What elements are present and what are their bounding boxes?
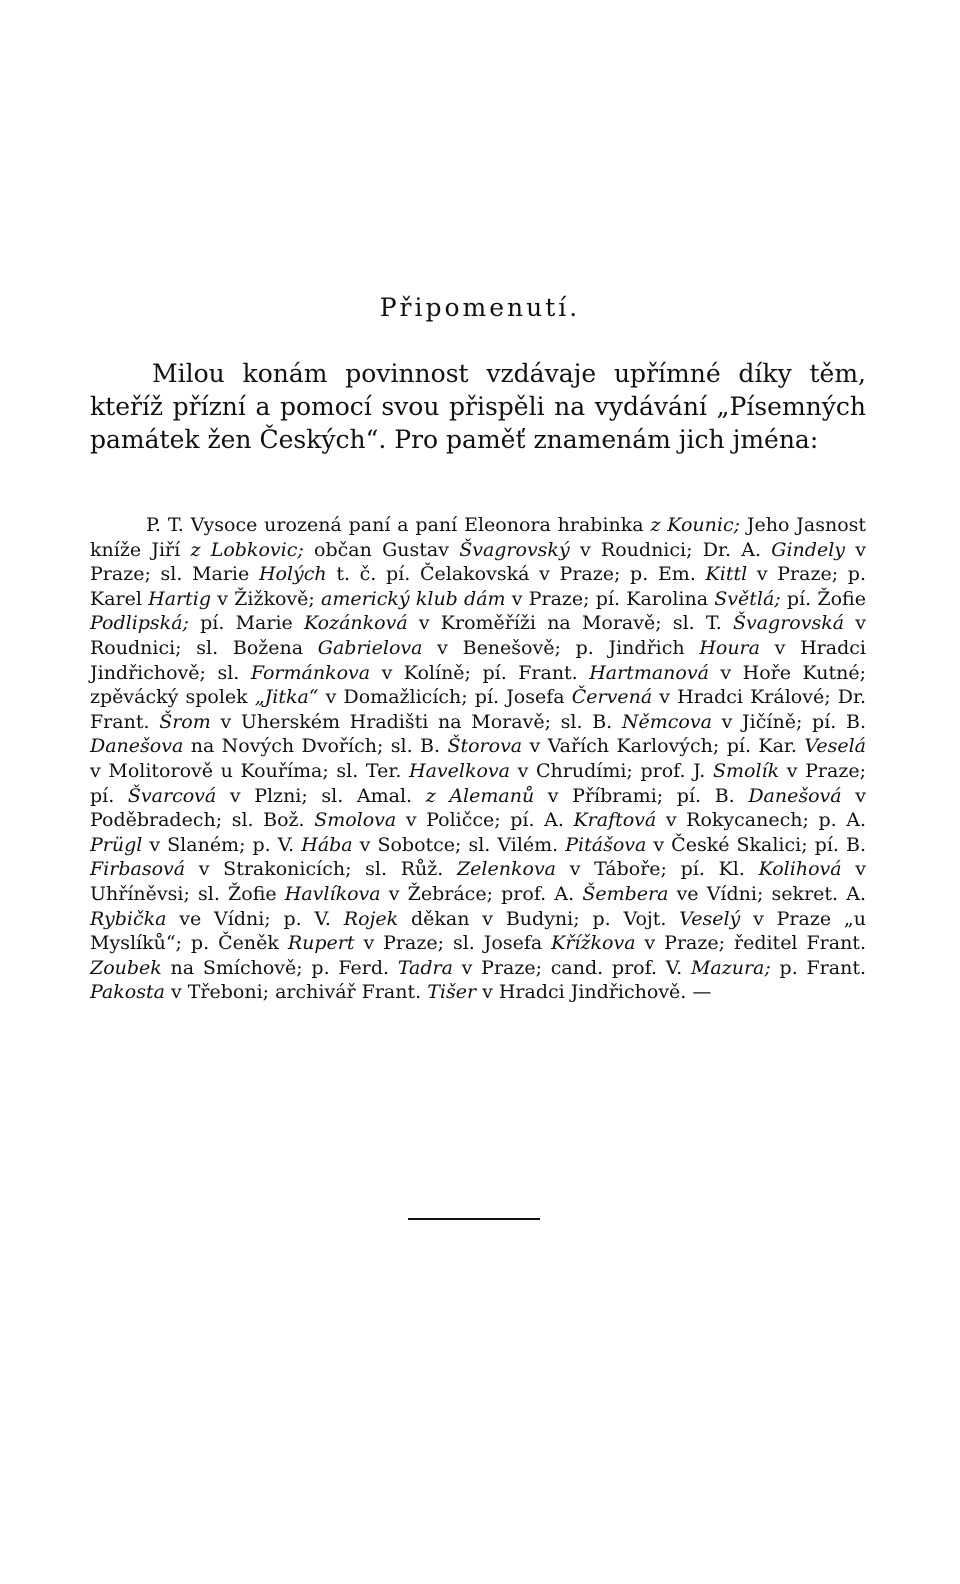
donor-name: Veselá <box>804 735 867 758</box>
donor-name: Veselý <box>679 907 741 930</box>
list-text: v Domažlicích; pí. Josefa <box>318 686 572 709</box>
list-text: v Plzni; sl. Amal. <box>216 784 426 807</box>
list-text: ve Vídni; sekret. A. <box>668 882 866 905</box>
donor-name: Švarcová <box>127 784 217 807</box>
donor-name: „Jitka“ <box>254 686 319 709</box>
donor-name: Smolík <box>712 759 780 782</box>
list-text: v Praze; sl. Marie <box>90 538 867 586</box>
donor-name: Šrom <box>159 710 211 733</box>
donor-name: Kraftová <box>573 809 657 832</box>
donor-name: Zelenkova <box>456 858 557 881</box>
list-text: v Praze; cand. prof. V. <box>452 956 691 979</box>
donor-name: Firbasová <box>90 858 186 881</box>
donor-name: Štorova <box>447 735 523 758</box>
donor-name: Rybička <box>90 907 167 930</box>
donor-name: Formánkova <box>250 661 371 684</box>
donor-name: Šembera <box>582 882 669 905</box>
donor-name: Němcova <box>621 710 712 733</box>
donor-name: Hartmanová <box>589 661 709 684</box>
donor-name: Smolova <box>314 809 397 832</box>
list-text: v Táboře; pí. Kl. <box>556 858 759 881</box>
donor-name: Tadra <box>397 956 453 979</box>
donor-name: Zoubek <box>90 956 162 979</box>
list-text: pí. Žofie <box>780 587 866 610</box>
list-text: v České Skalici; pí. B. <box>646 833 866 856</box>
list-text: v Praze; ředitel Frant. <box>635 932 866 955</box>
donor-name: Gindely <box>771 538 846 561</box>
list-text: v Hradci Jindřichově. — <box>476 981 712 1004</box>
donor-name: Rupert <box>287 932 355 955</box>
list-text: v Praze; sl. Josefa <box>354 932 552 955</box>
list-text: v Slaném; p. V. <box>142 833 302 856</box>
donor-name: Holých <box>258 563 327 586</box>
intro-paragraph: Milou konám povinnost vzdávaje upřímné díky těm, kteříž přízní a pomocí svou přispěli na vydávání „Písemných památek žen Českých“. Pro paměť znamenám jich jména: <box>90 359 866 454</box>
page-title: Připomenutí. <box>379 293 581 322</box>
list-text: v Praze; p. Karel <box>90 563 866 610</box>
donor-name: Tišer <box>427 981 477 1004</box>
list-text: pí. Marie <box>188 612 304 635</box>
donor-name: Hába <box>301 833 353 856</box>
list-text: v Poděbradech; sl. Bož. <box>90 784 866 832</box>
list-text: v Uherském Hradišti na Moravě; sl. B. <box>210 710 622 733</box>
list-text: Jeho Jasnost kníže Jiří <box>90 514 867 561</box>
list-text: v Vařích Karlových; pí. Kar. <box>522 735 805 758</box>
donor-name: Rojek <box>343 907 399 930</box>
donor-name: Danešová <box>748 784 842 807</box>
list-text: v Žebráce; prof. A. <box>380 882 583 905</box>
donor-name: Havelkova <box>409 759 510 782</box>
donor-name: Křížkova <box>551 932 636 955</box>
list-text: děkan v Budyni; p. Vojt. <box>398 907 680 930</box>
list-text: na Smíchově; p. Ferd. <box>161 956 398 979</box>
list-text: P. T. Vysoce urozená paní a paní Eleonora hrabinka <box>146 514 651 536</box>
list-text: v Benešově; p. Jindřich <box>422 636 700 659</box>
list-text: v Praze; pí. Karolina <box>505 587 715 610</box>
list-text: v Roudnici; Dr. A. <box>569 538 772 561</box>
list-text: v Jičíně; pí. B. <box>711 710 867 733</box>
list-text: v Hoře Kutné; zpěvácký spolek <box>90 661 866 709</box>
list-text: na Nových Dvořích; sl. B. <box>183 735 448 758</box>
list-text: v Příbrami; pí. B. <box>534 784 749 807</box>
list-text: t. č. pí. Čelakovská v Praze; p. Em. <box>326 563 706 586</box>
donor-name: Světlá; <box>714 587 781 610</box>
donor-name: americký klub dám <box>321 587 506 610</box>
donor-name: Gabrielova <box>317 636 423 659</box>
section-divider <box>408 1218 540 1220</box>
donor-name: z Lobkovic; <box>190 538 304 561</box>
list-text: občan Gustav <box>303 538 460 561</box>
donor-name: z Alemanů <box>425 784 535 807</box>
list-text: v Hradci Jindřichově; sl. <box>90 636 866 684</box>
donor-name: Havlíkova <box>284 882 381 905</box>
donor-name: Hartig <box>148 587 211 610</box>
list-text: v Praze; pí. <box>90 759 866 807</box>
donor-name: Švagrovský <box>459 538 570 561</box>
list-text: v Roudnici; sl. Božena <box>90 612 866 659</box>
list-text: v Praze „u Myslíků“; p. Čeněk <box>90 907 866 955</box>
list-text: v Rokycanech; p. A. <box>656 809 866 832</box>
donor-name: Danešova <box>90 735 184 758</box>
donor-name: Mazura; <box>690 956 771 979</box>
list-text: v Třeboni; archivář Frant. <box>164 981 428 1004</box>
donor-name: Kolihová <box>758 858 842 881</box>
donor-name: Červená <box>571 686 653 709</box>
donor-name: Kittl <box>705 563 748 586</box>
donor-name: Kozánková <box>303 612 408 635</box>
list-text: v Hradci Králové; Dr. Frant. <box>90 686 866 733</box>
list-text: p. Frant. <box>770 956 866 979</box>
donor-name: Pakosta <box>90 981 165 1004</box>
donor-name: Švagrovská <box>732 612 845 635</box>
list-text: v Kroměříži na Moravě; sl. T. <box>407 612 733 635</box>
donor-list-paragraph <box>90 513 866 1005</box>
donor-name: Pitášova <box>565 833 647 856</box>
donor-name: Prügl <box>90 833 143 856</box>
donor-name: z Kounic; <box>650 514 741 536</box>
donor-name: Houra <box>699 636 760 659</box>
list-text: ve Vídni; p. V. <box>166 907 344 930</box>
list-text: v Sobotce; sl. Vilém. <box>352 833 566 856</box>
list-text: v Strakonicích; sl. Růž. <box>185 858 457 881</box>
list-text: v Uhříněvsi; sl. Žofie <box>90 858 866 905</box>
donor-name: Podlipská; <box>90 612 189 635</box>
list-text: v Poličce; pí. A. <box>396 809 574 832</box>
list-text: v Molitorově u Kouříma; sl. Ter. <box>90 759 410 782</box>
list-text: v Žižkově; <box>211 587 321 610</box>
list-text: v Kolíně; pí. Frant. <box>370 661 590 684</box>
list-text: v Chrudími; prof. J. <box>509 759 713 782</box>
